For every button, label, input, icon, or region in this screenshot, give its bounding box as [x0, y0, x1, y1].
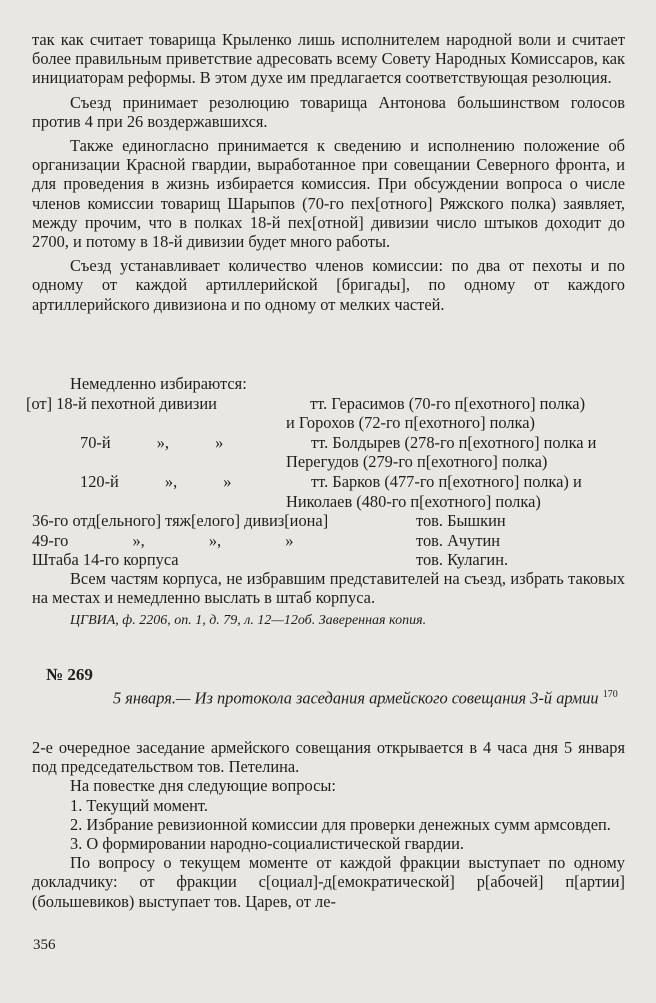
paragraph: 2-е очередное заседание армейского совещания открывается в 4 часа дня 5 января под председательством тов. Петелина.: [32, 738, 625, 777]
elected-names: тт. Болдырев (278-го п[ехотного] полка и: [311, 432, 597, 452]
elected-names: Перегудов (279-го п[ехотного] полка): [286, 452, 548, 472]
elected-names: тов. Бышкин: [416, 511, 506, 531]
paragraph: По вопросу о текущем моменте от каждой фракции выступает по одному докладчику: от фракции с[оциал]-д[емократической] р[абочей] п[артии] (большевиков) выступает тов. Царев, от ле-: [32, 853, 625, 911]
document-number: № 269: [46, 665, 93, 684]
elected-row: [32, 531, 632, 551]
top-text-block: [32, 30, 625, 314]
unit-label: 120-й », »: [80, 471, 232, 491]
agenda-item: 2. Избрание ревизионной комиссии для проверки денежных сумм армсовдеп.: [70, 814, 611, 834]
elected-row: [32, 413, 632, 433]
archive-source: ЦГВИА, ф. 2206, оп. 1, д. 79, л. 12—12об. Заверенная копия.: [70, 613, 427, 629]
elected-row: [32, 452, 632, 472]
elected-names: тт. Барков (477-го п[ехотного] полка) и: [311, 471, 582, 491]
elected-row: [32, 550, 632, 570]
unit-label: Штаба 14-го корпуса: [32, 550, 179, 570]
footnote-ref: 170: [602, 689, 618, 700]
paragraph: так как считает товарища Крыленко лишь исполнителем народной воли и считает более правильным приветствие адресовать всему Совету Народных Комиссаров, как инициаторам реформы. В этом духе им предлагается соответствующая резолюция.: [32, 30, 625, 88]
paragraph: Также единогласно принимается к сведению и исполнению положение об организации Красной гвардии, выработанное при совещании Северного фронта, и для проведения в жизнь избирается комиссия. При обсуждении вопроса о числе членов комиссии товарищ Шарыпов (70-го пех[отного] Ряжского полка) заявляет, между прочим, что в полках 18-й пех[отной] дивизии число штыков доходит до 2700, и потому в 18-й дивизии будет много работы.: [32, 136, 625, 252]
paragraph: Съезд устанавливает количество членов комиссии: по два от пехоты и по одному от каждой артиллерийской [бригады], по одному от каждого артиллерийского дивизиона и по одному от мелких частей.: [32, 256, 625, 314]
elected-row: [32, 511, 632, 531]
elected-row: [26, 393, 632, 414]
unit-label: [от] 18-й пехотной дивизии: [26, 393, 217, 413]
body-text-block: [32, 738, 625, 911]
elected-intro: Немедленно избираются:: [70, 374, 247, 393]
elected-names: тт. Герасимов (70-го п[ехотного] полка): [310, 393, 586, 413]
elected-row: [32, 433, 632, 453]
unit-label: 49-го », », »: [32, 530, 294, 550]
elected-names: Николаев (480-го п[ехотного] полка): [286, 491, 541, 511]
document-heading: [113, 685, 627, 708]
paragraph: На повестке дня следующие вопросы:: [70, 776, 336, 796]
paragraph: Съезд принимает резолюцию товарища Антонова большинством голосов против 4 при 26 воздержавшихся.: [32, 92, 625, 131]
elected-names: и Горохов (72-го п[ехотного] полка): [286, 413, 536, 433]
elected-row: [32, 492, 632, 512]
unit-label: 70-й », »: [80, 432, 224, 452]
unit-label: 36-го отд[ельного] тяж[елого] дивиз[иона]: [32, 511, 329, 531]
elected-list: [26, 374, 632, 570]
elected-names: тов. Кулагин.: [416, 550, 509, 570]
closing-block: [32, 569, 625, 630]
page-number: 356: [33, 937, 56, 953]
agenda-item: 3. О формировании народно-социалистической гвардии.: [70, 834, 465, 854]
agenda-item: 1. Текущий момент.: [70, 795, 208, 815]
elected-names: тов. Ачутин: [416, 530, 501, 550]
elected-intro-row: [32, 374, 632, 394]
heading-text: 5 января.— Из протокола заседания армейского совещания 3-й армии: [113, 688, 599, 708]
closing-paragraph: Всем частям корпуса, не избравшим представителей на съезд, избрать таковых на местах и немедленно выслать в штаб корпуса.: [32, 569, 625, 608]
elected-row: [32, 472, 632, 492]
